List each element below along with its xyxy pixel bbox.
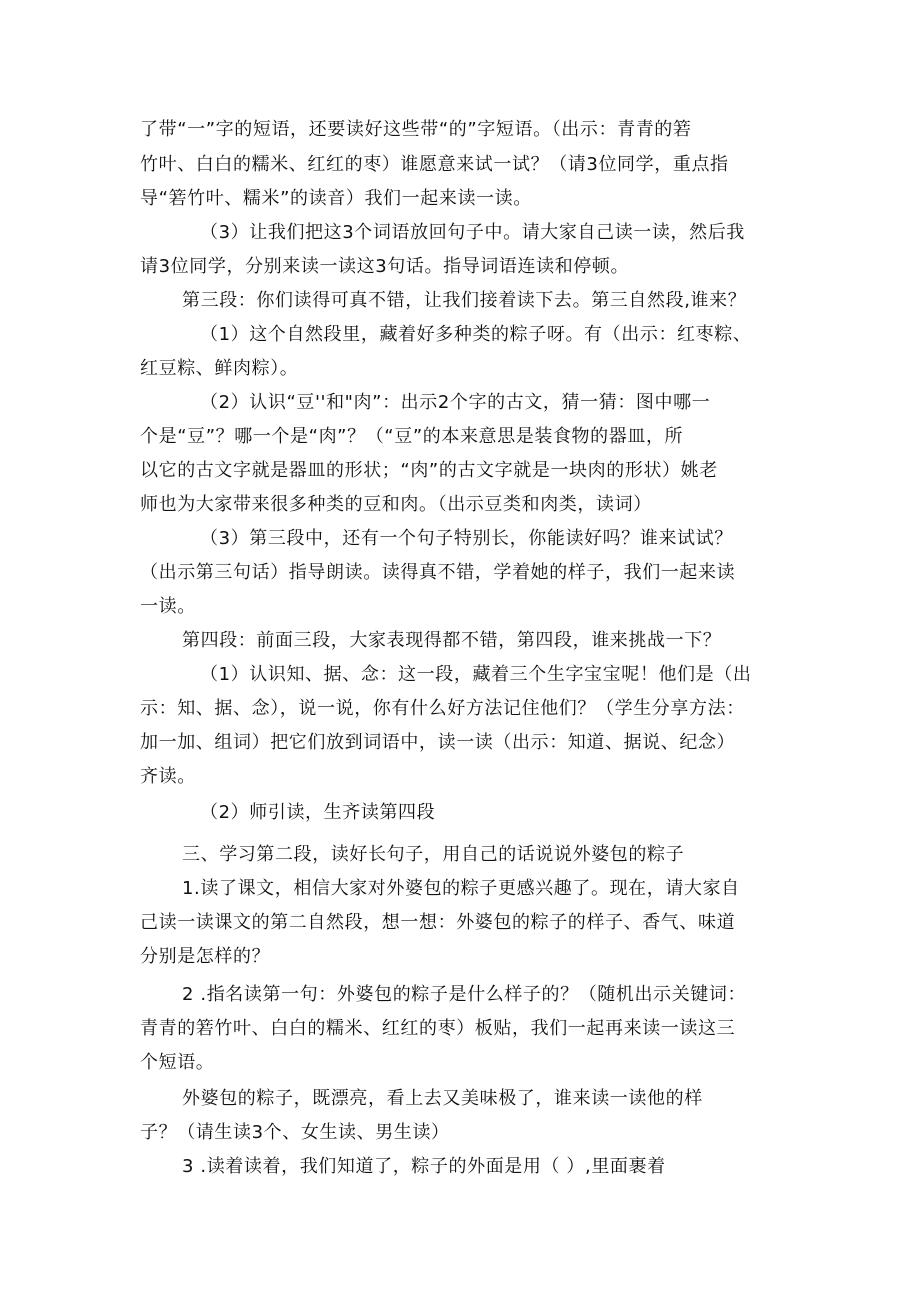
- text-line: 1.读了课文，相信大家对外婆包的粽子更感兴趣了。现在，请大家自: [182, 878, 740, 899]
- text-line: （3）让我们把这3个词语放回句子中。请大家自己读一读，然后我: [200, 222, 745, 243]
- text-line: 2 .指名读第一句：外婆包的粽子是什么样子的？（随机出示关键词：: [182, 984, 747, 1005]
- section-heading: 三、学习第二段，读好长句子，用自己的话说说外婆包的粽子: [182, 844, 685, 865]
- text-line: （出示第三句话）指导朗读。读得真不错，学着她的样子，我们一起来读: [140, 562, 736, 583]
- text-line: 导“箬竹叶、糯米”的读音）我们一起来读一读。: [140, 188, 532, 209]
- text-line: （2）师引读，生齐读第四段: [200, 802, 436, 823]
- text-line: 齐读。: [140, 766, 196, 787]
- text-line: 请3位同学，分别来读一读这3句话。指导词语连读和停顿。: [140, 256, 630, 277]
- text-line: 个短语。: [140, 1052, 215, 1073]
- section-heading: 第四段：前面三段，大家表现得都不错，第四段，谁来挑战一下？: [182, 630, 722, 651]
- text-line: 青青的箬竹叶、白白的糯米、红红的枣）板贴，我们一起再来读一读这三: [140, 1018, 736, 1039]
- text-line: 一读。: [140, 596, 196, 617]
- text-line: 了带“一”字的短语，还要读好这些带“的”字短语。（出示：青青的箬: [140, 119, 692, 140]
- text-line: 外婆包的粽子，既漂亮，看上去又美味极了，谁来读一读他的样: [182, 1088, 703, 1109]
- text-line: 红豆粽、鲜肉粽）。: [140, 358, 299, 379]
- text-line: 子？（请生读3个、女生读、男生读）: [140, 1122, 450, 1143]
- text-line: 分别是怎样的？: [140, 946, 271, 967]
- text-line: 己读一读课文的第二自然段，想一想：外婆包的粽子的样子、香气、味道: [140, 912, 736, 933]
- text-line: （1）这个自然段里，藏着好多种类的粽子呀。有（出示：红枣粽、: [200, 324, 752, 345]
- text-line: （3）第三段中，还有一个句子特别长，你能读好吗？谁来试试？: [200, 528, 733, 549]
- text-line: 竹叶、白白的糯米、红红的枣）谁愿意来试一试？（请3位同学，重点指: [140, 154, 729, 175]
- text-line: 示：知、据、念），说一说，你有什么好方法记住他们？（学生分享方法：: [140, 698, 745, 719]
- section-heading: 第三段：你们读得可真不错，让我们接着读下去。第三自然段,谁来？: [182, 290, 747, 311]
- text-line: 加一加、组词）把它们放到词语中，读一读（出示：知道、据说、纪念）: [140, 732, 736, 753]
- text-line: 师也为大家带来很多种类的豆和肉。（出示豆类和肉类，读词）: [140, 494, 652, 515]
- text-line: 个是“豆”？哪一个是“肉”？（“豆”的本来意思是装食物的器皿，所: [140, 426, 684, 447]
- text-line: 3 .读着读着，我们知道了，粽子的外面是用（ ）,里面裹着: [182, 1156, 666, 1177]
- text-line: 以它的古文字就是器皿的形状；“肉”的古文字就是一块肉的形状）姚老: [140, 460, 718, 481]
- text-line: （1）认识知、据、念：这一段，藏着三个生字宝宝呢！他们是（出: [200, 664, 752, 685]
- text-line: （2）认识“豆''和"肉”：出示2个字的古文，猜一猜：图中哪一: [200, 392, 711, 413]
